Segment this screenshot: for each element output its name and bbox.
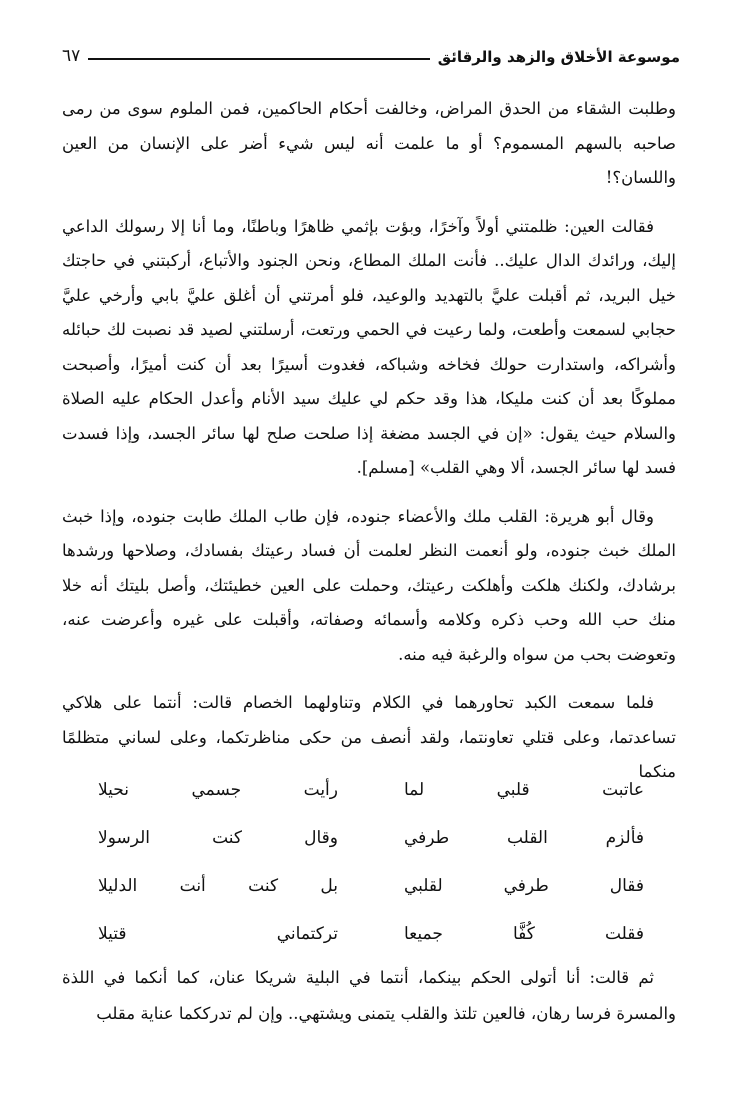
poem-second-hemistich: رأيت جسمي نحيلا — [98, 780, 338, 800]
paragraph-2: فقالت العين: ظلمتني أولاً وآخرًا، وبؤت بإثمي ظاهرًا وباطنًا، وما أنا إلا رسولك الداعي إليك، ورائدك الدال عليك.. فأنت الملك المطاع، ونحن الجنود والأتباع، أركبتني في حاجتك خيل البريد، ثم أقبلت عليَّ بالتهديد والوعيد، فلو أمرتني أن أغلق عليَّ بابي وأرخي عليَّ حجابي لسمعت وأطعت، ولما رعيت في الحمي ورتعت، أرسلتني لصيد قد نصبت لك حبائله وأشراكه، واستدارت حولك فخاخه وشباكه، فغدوت أسيرًا بعد أن كنت أميرًا، وأصبحت مملوكًا بعد أن كنت مليكا، هذا وقد حكم لي عليك سيد الأنام وأعدل الحكام عليه الصلاة والسلام حيث يقول: «إن في الجسد مضغة إذا صلحت صلح لها سائر الجسد، وإذا فسدت فسد لها سائر الجسد، ألا وهي القلب» [مسلم]. — [62, 216, 676, 477]
closing-text — [62, 960, 676, 1032]
main-text — [62, 92, 676, 790]
poem-first-hemistich: عاتبت قلبي لما — [404, 780, 644, 800]
poem-first-hemistich: فألزم القلب طرفي — [404, 828, 644, 848]
paragraph-1: وطلبت الشقاء من الحدق المراض، وخالفت أحكام الحاكمين، فمن الملوم سوى من رمى صاحبه بالسهم المسموم؟ أو ما علمت أنه ليس شيء أضر على الإنسان من العين واللسان؟! — [62, 99, 676, 187]
page-number: ٦٧ — [62, 46, 81, 66]
paragraph-3: وقال أبو هريرة: القلب ملك والأعضاء جنوده، فإن طاب الملك طابت جنوده، وإذا خبث الملك خبث جنوده، ولو أنعمت النظر لعلمت أن فساد رعيتك بفسادك، وصلاحها ورشدها برشادك، ولكنك هلكت وأهلكت رعيتك، وحملت على العين خطيئتك، وأصل بليتك أنه خلا منك حب الله وحب ذكره وكلامه وأسمائه وصفاته، وأقبلت على غيره وأعرضت عنه، وتعوضت بحب من سواه والرغبة فيه منه. — [62, 506, 676, 664]
book-title: موسوعة الأخلاق والزهد والرقائق — [437, 48, 680, 66]
poem-first-hemistich: فقال طرفي لقلبي — [404, 876, 644, 896]
poem-verse — [98, 766, 644, 814]
poem-verse — [98, 814, 644, 862]
closing-paragraph: ثم قالت: أنا أتولى الحكم بينكما، أنتما في البلية شريكا عنان، كما أنكما في اللذة والمسرة فرسا رهان، فالعين تلتذ والقلب يتمنى ويشتهي.. وإن لم تدرككما عناية مقلب — [62, 968, 676, 1023]
running-header — [62, 36, 680, 66]
header-rule — [88, 58, 429, 60]
poem-first-hemistich: فقلت كُفَّا جميعا — [404, 924, 644, 944]
poem — [98, 766, 644, 958]
poem-verse — [98, 910, 644, 958]
poem-second-hemistich: تركتماني قتيلا — [98, 924, 338, 944]
poem-verse — [98, 862, 644, 910]
paragraph-4: فلما سمعت الكبد تحاورهما في الكلام وتناولهما الخصام قالت: أنتما على هلاكي تساعدتما، وعلى قتلي تعاونتما، ولقد أنصف من حكى مناظرتكما، وعلى لساني متظلمًا منكما — [62, 693, 676, 781]
poem-second-hemistich: بل كنت أنت الدليلا — [98, 876, 338, 896]
poem-second-hemistich: وقال كنت الرسولا — [98, 828, 338, 848]
